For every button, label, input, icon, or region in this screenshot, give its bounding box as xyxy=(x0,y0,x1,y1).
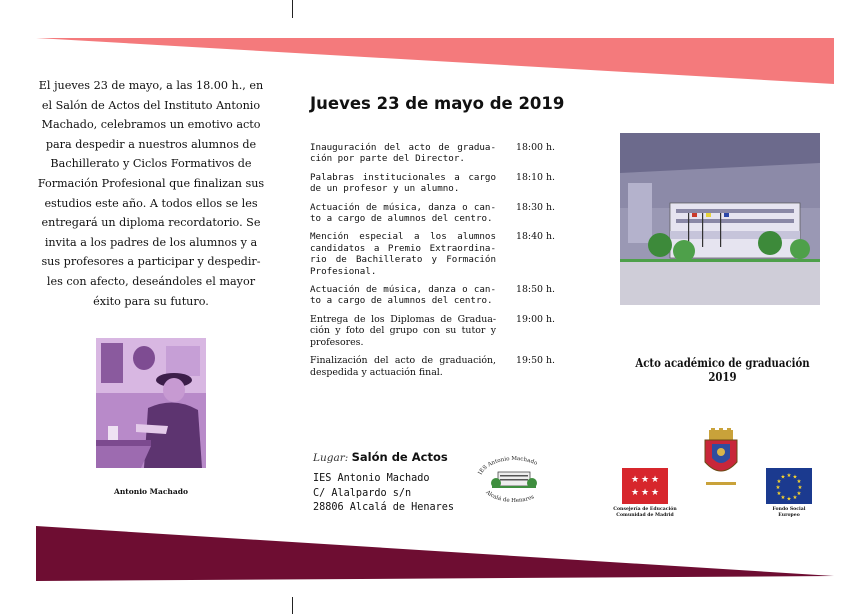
schedule-time: 19:00 h. xyxy=(515,313,555,325)
schedule-row xyxy=(310,284,555,307)
intro-paragraph xyxy=(36,76,266,311)
school-building-illustration xyxy=(620,133,820,305)
intro-line: éxito para su futuro. xyxy=(93,294,209,308)
madrid-caption-line: Comunidad de Madrid xyxy=(616,513,674,518)
svg-text:★: ★ xyxy=(650,488,660,498)
graduation-title: Acto académico de graduación 2019 xyxy=(635,356,810,384)
schedule-time: 18:30 h. xyxy=(515,201,555,213)
svg-text:★: ★ xyxy=(630,488,640,498)
antonio-machado-portrait xyxy=(96,338,206,468)
svg-text:★: ★ xyxy=(796,491,802,497)
intro-line: Formación Profesional que finalizan sus xyxy=(37,176,265,190)
svg-text:★: ★ xyxy=(776,479,782,485)
schedule-row xyxy=(310,172,555,195)
schedule-row xyxy=(310,231,555,277)
intro-line: para despedir a nuestros alumnos de xyxy=(45,137,257,151)
venue-value: Salón de Actos xyxy=(351,450,448,464)
school-address xyxy=(313,472,454,516)
svg-text:★: ★ xyxy=(776,491,782,497)
schedule-event: Inauguración del acto de gradua-ción por parte del Director. xyxy=(310,142,496,165)
eu-logo-caption xyxy=(760,507,818,519)
schedule-time: 18:50 h. xyxy=(515,284,555,296)
schedule-list xyxy=(310,142,555,385)
intro-line: Machado, celebramos un emotivo acto xyxy=(41,118,261,132)
intro-line: El jueves 23 de mayo, a las 18.00 h., en xyxy=(38,79,264,92)
bottom-decorative-band xyxy=(0,520,864,590)
svg-text:★: ★ xyxy=(792,495,798,501)
schedule-event: Palabras institucionales a cargo de un profesor y un alumno. xyxy=(310,171,496,195)
venue-label: Lugar: xyxy=(313,452,349,464)
schedule-event: Entrega de los Diplomas de Gradua-ción y foto del grupo con su tutor y profesores. xyxy=(310,313,496,348)
schedule-row xyxy=(310,355,555,378)
schedule-row xyxy=(310,314,555,348)
address-line: C/ Alalpardo s/n xyxy=(313,487,412,499)
madrid-flag-logo xyxy=(622,468,668,504)
svg-text:★: ★ xyxy=(650,475,660,485)
svg-text:★: ★ xyxy=(786,473,792,479)
eu-caption-line: Fondo Social xyxy=(772,507,806,512)
school-logo-text-top: IES Antonio Machado xyxy=(477,456,539,476)
schedule-row xyxy=(310,142,555,165)
intro-line: Bachillerato y Ciclos Formativos de xyxy=(50,157,252,171)
intro-line: entregará un diploma recordatorio. Se xyxy=(41,216,261,230)
eu-flag-logo xyxy=(766,468,812,504)
school-logo xyxy=(474,456,554,502)
eu-caption-line: Europeo xyxy=(778,513,800,518)
intro-line: el Salón de Actos del Instituto Antonio xyxy=(41,98,261,112)
schedule-time: 18:40 h. xyxy=(515,231,555,243)
event-date-title: Jueves 23 de mayo de 2019 xyxy=(310,94,565,113)
schedule-row xyxy=(310,202,555,225)
madrid-logo-caption xyxy=(610,507,680,519)
school-logo-text-bottom: Alcalá de Henares xyxy=(484,489,536,502)
intro-line: estudios este año. A todos ellos se les xyxy=(44,196,258,210)
intro-line: invita a los padres de los alumnos y a xyxy=(44,235,258,249)
schedule-time: 18:10 h. xyxy=(515,171,555,183)
svg-text:★: ★ xyxy=(775,485,781,491)
fold-mark-bottom xyxy=(292,597,293,614)
portrait-caption: Antonio Machado xyxy=(114,487,188,496)
svg-text:Alcalá de Henares xyxy=(484,489,536,502)
schedule-time: 19:50 h. xyxy=(515,355,555,367)
intro-line: les con afecto, deseándoles el mayor xyxy=(46,274,256,288)
schedule-event: Actuación de música, danza o can-to a cargo de alumnos del centro. xyxy=(310,284,496,307)
coat-of-arms-logo xyxy=(700,428,742,488)
address-line: 28806 Alcalá de Henares xyxy=(313,502,455,513)
schedule-event: Actuación de música, danza o can-to a cargo de alumnos del centro. xyxy=(310,201,496,225)
svg-text:★: ★ xyxy=(792,474,798,481)
address-line: IES Antonio Machado xyxy=(313,473,430,484)
schedule-event: Finalización del acto de graduación, despedida y actuación final. xyxy=(310,355,496,378)
svg-text:★: ★ xyxy=(640,488,650,498)
svg-text:★: ★ xyxy=(780,495,786,501)
madrid-caption-line: Consejería de Educación xyxy=(613,507,677,512)
svg-text:★: ★ xyxy=(780,474,786,481)
svg-text:★: ★ xyxy=(786,496,792,503)
svg-text:★: ★ xyxy=(640,475,650,485)
intro-line: sus profesores a participar y despedir- xyxy=(41,255,261,269)
venue-line xyxy=(313,450,448,464)
svg-text:★: ★ xyxy=(796,479,802,485)
svg-text:★: ★ xyxy=(630,475,640,485)
schedule-event: Mención especial a los alumnos candidatos a Premio Extraordina-rio de Bachillerato y Formación Profesional. xyxy=(310,231,496,277)
schedule-time: 18:00 h. xyxy=(515,142,555,153)
svg-text:★: ★ xyxy=(797,485,803,491)
